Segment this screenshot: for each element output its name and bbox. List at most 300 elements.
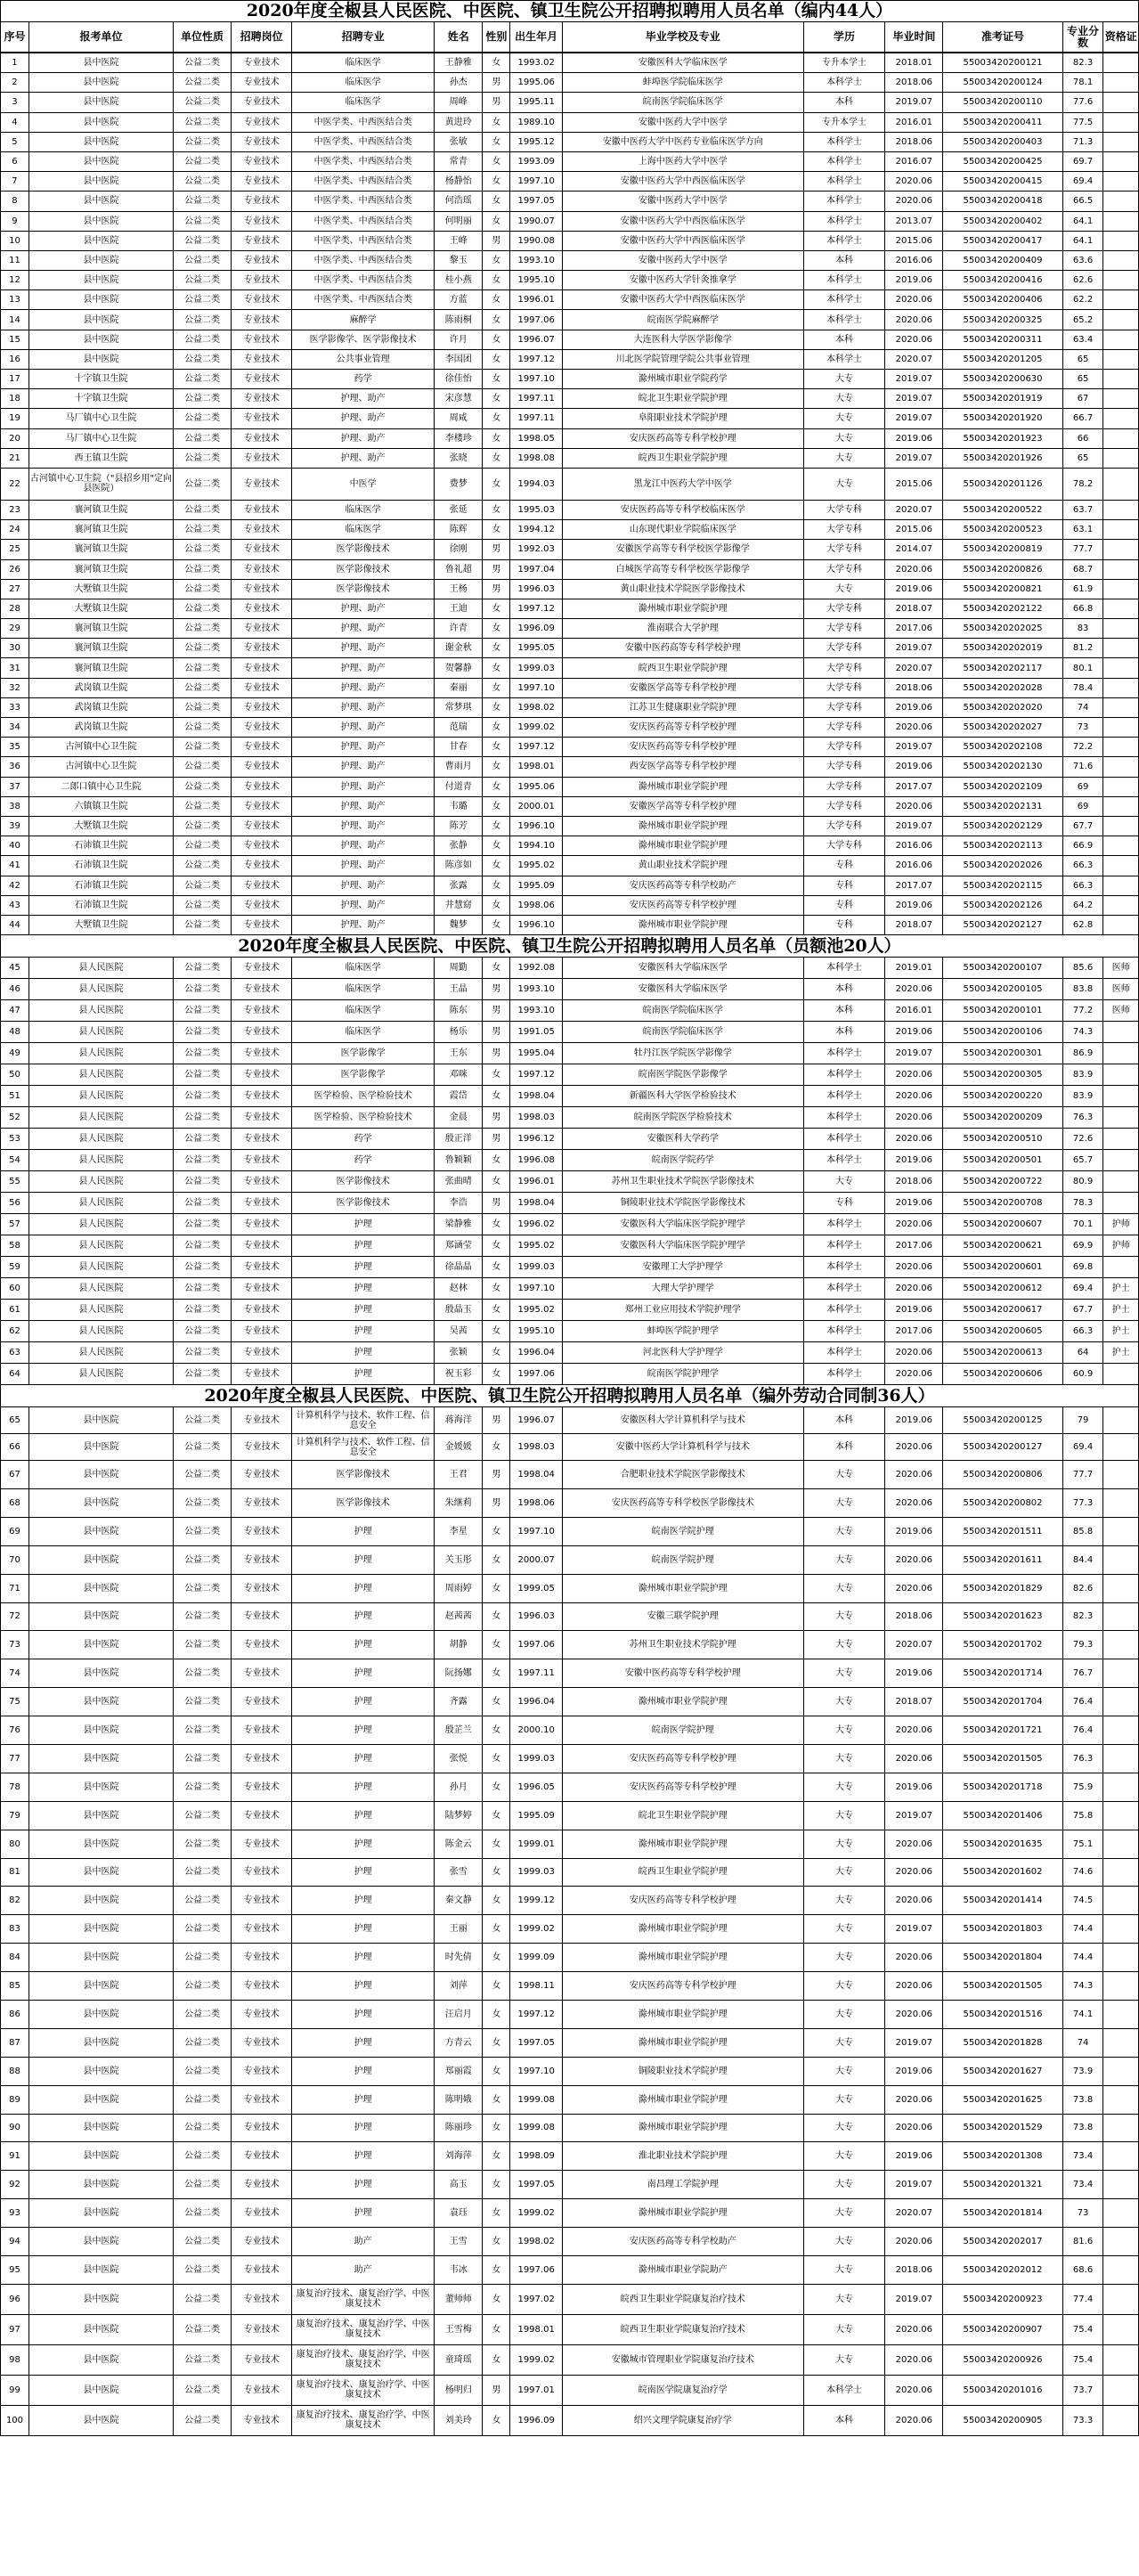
cell-12: 72.6 bbox=[1062, 1129, 1103, 1150]
cell-7: 1989.10 bbox=[510, 112, 563, 132]
cell-9: 专升本学士 bbox=[803, 53, 885, 73]
cell-9: 大专 bbox=[803, 2171, 885, 2199]
cell-11: 55003420201126 bbox=[943, 468, 1062, 500]
cell-4: 中医学类、中西医结合类 bbox=[292, 231, 435, 250]
cell-8: 河北医科大学护理学 bbox=[562, 1342, 803, 1364]
cell-6: 男 bbox=[483, 231, 510, 250]
cell-0: 37 bbox=[1, 777, 29, 796]
cell-2: 公益二类 bbox=[173, 1022, 231, 1043]
cell-3: 专业技术 bbox=[231, 1688, 291, 1716]
cell-8: 皖西卫生职业学院护理 bbox=[562, 1858, 803, 1887]
cell-9: 大专 bbox=[803, 1659, 885, 1688]
cell-10: 2020.06 bbox=[885, 2344, 943, 2375]
cell-12: 75.9 bbox=[1062, 1773, 1103, 1801]
cell-10: 2019.06 bbox=[885, 1193, 943, 1214]
cell-5: 井慧窈 bbox=[435, 895, 483, 915]
cell-11: 55003420200325 bbox=[943, 310, 1062, 330]
cell-13 bbox=[1103, 2199, 1139, 2228]
cell-8: 安徽医学高等专科学校医学影像学 bbox=[562, 540, 803, 559]
cell-6: 女 bbox=[483, 958, 510, 979]
cell-9: 大专 bbox=[803, 2000, 885, 2028]
cell-3: 专业技术 bbox=[231, 718, 291, 738]
cell-12: 76.4 bbox=[1062, 1688, 1103, 1716]
cell-9: 大专 bbox=[803, 1171, 885, 1193]
cell-7: 1997.02 bbox=[510, 2284, 563, 2314]
cell-2: 公益二类 bbox=[173, 816, 231, 836]
cell-10: 2020.06 bbox=[885, 1364, 943, 1385]
cell-10: 2020.06 bbox=[885, 1278, 943, 1300]
cell-7: 1997.12 bbox=[510, 738, 563, 757]
cell-5: 范瑞 bbox=[435, 718, 483, 738]
cell-4: 护理 bbox=[292, 1278, 435, 1300]
cell-6: 女 bbox=[483, 2256, 510, 2285]
cell-7: 1999.03 bbox=[510, 658, 563, 678]
table-row bbox=[1, 271, 1139, 290]
cell-1: 县中医院 bbox=[28, 132, 173, 151]
table-row bbox=[1, 1043, 1139, 1064]
table-row bbox=[1, 619, 1139, 639]
cell-6: 女 bbox=[483, 2085, 510, 2114]
cell-13 bbox=[1103, 500, 1139, 519]
cell-5: 刘海萍 bbox=[435, 2142, 483, 2171]
table-row bbox=[1, 2314, 1139, 2344]
table-row bbox=[1, 500, 1139, 519]
cell-0: 57 bbox=[1, 1214, 29, 1235]
cell-6: 女 bbox=[483, 349, 510, 369]
cell-12: 85.8 bbox=[1062, 1517, 1103, 1545]
cell-3: 专业技术 bbox=[231, 2199, 291, 2228]
cell-0: 88 bbox=[1, 2057, 29, 2085]
cell-12: 77.6 bbox=[1062, 93, 1103, 112]
cell-2: 公益二类 bbox=[173, 290, 231, 310]
cell-6: 女 bbox=[483, 250, 510, 270]
cell-12: 69 bbox=[1062, 777, 1103, 796]
cell-7: 1993.09 bbox=[510, 151, 563, 171]
cell-8: 滁州城市职业学院护理 bbox=[562, 2199, 803, 2228]
cell-6: 男 bbox=[483, 1193, 510, 1214]
cell-1: 县中医院 bbox=[28, 1801, 173, 1830]
cell-0: 5 bbox=[1, 132, 29, 151]
cell-2: 公益二类 bbox=[173, 1171, 231, 1193]
cell-4: 护理 bbox=[292, 1659, 435, 1688]
cell-1: 县中医院 bbox=[28, 1461, 173, 1489]
table-row bbox=[1, 2000, 1139, 2028]
cell-5: 秦丽 bbox=[435, 678, 483, 697]
cell-6: 女 bbox=[483, 1716, 510, 1745]
cell-11: 55003420200905 bbox=[943, 2405, 1062, 2435]
cell-5: 王君 bbox=[435, 1461, 483, 1489]
cell-10: 2019.07 bbox=[885, 2284, 943, 2314]
cell-8: 皖南医学院临床医学 bbox=[562, 1022, 803, 1043]
table-row bbox=[1, 250, 1139, 270]
cell-2: 公益二类 bbox=[173, 2171, 231, 2199]
cell-10: 2020.06 bbox=[885, 1086, 943, 1107]
cell-8: 安徽医科大学临床医学院护理学 bbox=[562, 1214, 803, 1235]
cell-4: 临床医学 bbox=[292, 979, 435, 1000]
cell-1: 县中医院 bbox=[28, 1659, 173, 1688]
cell-11: 55003420200722 bbox=[943, 1171, 1062, 1193]
cell-5: 费梦 bbox=[435, 468, 483, 500]
cell-9: 本科学士 bbox=[803, 1257, 885, 1278]
cell-8: 皖南医学院护理 bbox=[562, 1517, 803, 1545]
table-row bbox=[1, 1064, 1139, 1086]
cell-11: 55003420200819 bbox=[943, 540, 1062, 559]
cell-10: 2020.06 bbox=[885, 1342, 943, 1364]
cell-3: 专业技术 bbox=[231, 1574, 291, 1602]
cell-11: 55003420202019 bbox=[943, 639, 1062, 658]
cell-9: 大专 bbox=[803, 1801, 885, 1830]
cell-5: 宋彦慧 bbox=[435, 389, 483, 409]
cell-3: 专业技术 bbox=[231, 2171, 291, 2199]
cell-7: 1998.02 bbox=[510, 697, 563, 717]
cell-5: 甘春 bbox=[435, 738, 483, 757]
cell-11: 55003420200105 bbox=[943, 979, 1062, 1000]
cell-10: 2018.06 bbox=[885, 73, 943, 93]
cell-11: 55003420201828 bbox=[943, 2028, 1062, 2057]
cell-0: 10 bbox=[1, 231, 29, 250]
cell-2: 公益二类 bbox=[173, 639, 231, 658]
cell-3: 专业技术 bbox=[231, 93, 291, 112]
cell-11: 55003420200821 bbox=[943, 579, 1062, 599]
cell-13 bbox=[1103, 718, 1139, 738]
cell-0: 4 bbox=[1, 112, 29, 132]
cell-5: 许青 bbox=[435, 619, 483, 639]
cell-13 bbox=[1103, 1716, 1139, 1745]
cell-8: 皖南医学院医学影像学 bbox=[562, 1064, 803, 1086]
cell-12: 63.4 bbox=[1062, 330, 1103, 349]
cell-6: 女 bbox=[483, 678, 510, 697]
cell-12: 65 bbox=[1062, 448, 1103, 468]
cell-3: 专业技术 bbox=[231, 1193, 291, 1214]
cell-9: 本科学士 bbox=[803, 1235, 885, 1257]
cell-8: 安徽中医药高等专科学校护理 bbox=[562, 1659, 803, 1688]
cell-11: 55003420201406 bbox=[943, 1801, 1062, 1830]
cell-8: 滁州城市职业学院护理 bbox=[562, 2000, 803, 2028]
cell-10: 2019.07 bbox=[885, 2028, 943, 2057]
cell-6: 女 bbox=[483, 2028, 510, 2057]
cell-12: 66.9 bbox=[1062, 836, 1103, 856]
cell-11: 55003420200101 bbox=[943, 1000, 1062, 1022]
cell-1: 武岗镇卫生院 bbox=[28, 718, 173, 738]
cell-8: 皖北卫生职业学院护理 bbox=[562, 389, 803, 409]
cell-13: 医师 bbox=[1103, 979, 1139, 1000]
cell-12: 74.4 bbox=[1062, 1944, 1103, 1972]
cell-11: 55003420202017 bbox=[943, 2228, 1062, 2256]
cell-4: 医学影像技术 bbox=[292, 1461, 435, 1489]
cell-7: 1998.03 bbox=[510, 1434, 563, 1461]
table-row bbox=[1, 1773, 1139, 1801]
cell-1: 马厂镇中心卫生院 bbox=[28, 428, 173, 448]
table-row bbox=[1, 856, 1139, 876]
cell-9: 大专 bbox=[803, 2057, 885, 2085]
cell-13 bbox=[1103, 520, 1139, 540]
table-row bbox=[1, 1214, 1139, 1235]
cell-6: 女 bbox=[483, 2405, 510, 2435]
cell-4: 护理、助产 bbox=[292, 738, 435, 757]
cell-6: 女 bbox=[483, 2284, 510, 2314]
cell-0: 36 bbox=[1, 757, 29, 777]
cell-7: 1993.02 bbox=[510, 53, 563, 73]
cell-7: 1996.10 bbox=[510, 915, 563, 934]
cell-3: 专业技术 bbox=[231, 1858, 291, 1887]
cell-0: 33 bbox=[1, 697, 29, 717]
cell-0: 91 bbox=[1, 2142, 29, 2171]
cell-6: 男 bbox=[483, 1043, 510, 1064]
cell-12: 65.7 bbox=[1062, 1150, 1103, 1171]
cell-11: 55003420200124 bbox=[943, 73, 1062, 93]
table-row bbox=[1, 1086, 1139, 1107]
cell-7: 1995.10 bbox=[510, 271, 563, 290]
cell-2: 公益二类 bbox=[173, 1461, 231, 1489]
cell-8: 淮北职业技术学院护理 bbox=[562, 2142, 803, 2171]
cell-0: 26 bbox=[1, 559, 29, 579]
cell-11: 55003420200305 bbox=[943, 1064, 1062, 1086]
table-row bbox=[1, 876, 1139, 895]
cell-0: 46 bbox=[1, 979, 29, 1000]
cell-10: 2015.06 bbox=[885, 231, 943, 250]
cell-5: 张颖 bbox=[435, 1342, 483, 1364]
cell-8: 安徽医科大学临床医学院护理学 bbox=[562, 1235, 803, 1257]
cell-9: 大学专科 bbox=[803, 796, 885, 816]
cell-5: 王迪 bbox=[435, 599, 483, 618]
cell-13 bbox=[1103, 2171, 1139, 2199]
cell-13 bbox=[1103, 2284, 1139, 2314]
cell-5: 韦璐 bbox=[435, 796, 483, 816]
section-table-2 bbox=[0, 957, 1139, 1385]
cell-8: 黑龙江中医药大学中医学 bbox=[562, 468, 803, 500]
cell-11: 55003420201704 bbox=[943, 1688, 1062, 1716]
cell-2: 公益二类 bbox=[173, 2057, 231, 2085]
col-header: 出生年月 bbox=[510, 22, 563, 53]
cell-10: 2015.06 bbox=[885, 468, 943, 500]
cell-10: 2020.06 bbox=[885, 1107, 943, 1129]
cell-2: 公益二类 bbox=[173, 559, 231, 579]
cell-9: 本科学士 bbox=[803, 958, 885, 979]
cell-2: 公益二类 bbox=[173, 1434, 231, 1461]
cell-6: 女 bbox=[483, 330, 510, 349]
cell-4: 护理、助产 bbox=[292, 876, 435, 895]
cell-5: 刘美玲 bbox=[435, 2405, 483, 2435]
cell-0: 41 bbox=[1, 856, 29, 876]
cell-4: 护理 bbox=[292, 1364, 435, 1385]
cell-1: 县中医院 bbox=[28, 1773, 173, 1801]
cell-11: 55003420200607 bbox=[943, 1214, 1062, 1235]
cell-3: 专业技术 bbox=[231, 73, 291, 93]
cell-1: 县中医院 bbox=[28, 231, 173, 250]
cell-12: 64.1 bbox=[1062, 231, 1103, 250]
cell-0: 32 bbox=[1, 678, 29, 697]
cell-6: 女 bbox=[483, 856, 510, 876]
cell-4: 临床医学 bbox=[292, 520, 435, 540]
cell-9: 本科学士 bbox=[803, 132, 885, 151]
cell-0: 87 bbox=[1, 2028, 29, 2057]
table-row bbox=[1, 1129, 1139, 1150]
cell-9: 本科学士 bbox=[803, 2375, 885, 2405]
cell-2: 公益二类 bbox=[173, 151, 231, 171]
cell-12: 73.4 bbox=[1062, 2142, 1103, 2171]
cell-3: 专业技术 bbox=[231, 1064, 291, 1086]
cell-0: 51 bbox=[1, 1086, 29, 1107]
cell-1: 大墅镇卫生院 bbox=[28, 816, 173, 836]
table-row bbox=[1, 559, 1139, 579]
cell-4: 护理 bbox=[292, 2171, 435, 2199]
header-table bbox=[0, 21, 1139, 53]
cell-12: 73.9 bbox=[1062, 2057, 1103, 2085]
cell-2: 公益二类 bbox=[173, 876, 231, 895]
cell-7: 1990.07 bbox=[510, 211, 563, 231]
cell-8: 山东现代职业学院临床医学 bbox=[562, 520, 803, 540]
cell-2: 公益二类 bbox=[173, 619, 231, 639]
cell-4: 护理 bbox=[292, 1716, 435, 1745]
cell-7: 1993.10 bbox=[510, 979, 563, 1000]
cell-0: 42 bbox=[1, 876, 29, 895]
cell-1: 县人民医院 bbox=[28, 958, 173, 979]
cell-7: 1995.04 bbox=[510, 1043, 563, 1064]
cell-2: 公益二类 bbox=[173, 1887, 231, 1915]
cell-2: 公益二类 bbox=[173, 678, 231, 697]
cell-1: 石沛镇卫生院 bbox=[28, 876, 173, 895]
cell-6: 女 bbox=[483, 1887, 510, 1915]
cell-3: 专业技术 bbox=[231, 1830, 291, 1858]
cell-4: 麻醉学 bbox=[292, 310, 435, 330]
cell-13 bbox=[1103, 2057, 1139, 2085]
cell-10: 2013.07 bbox=[885, 211, 943, 231]
cell-10: 2020.06 bbox=[885, 2314, 943, 2344]
cell-7: 1996.08 bbox=[510, 1150, 563, 1171]
cell-12: 77.5 bbox=[1062, 112, 1103, 132]
cell-9: 本科学士 bbox=[803, 1321, 885, 1342]
cell-6: 女 bbox=[483, 520, 510, 540]
cell-4: 护理、助产 bbox=[292, 428, 435, 448]
cell-9: 本科学士 bbox=[803, 1043, 885, 1064]
cell-11: 55003420201205 bbox=[943, 349, 1062, 369]
cell-9: 本科学士 bbox=[803, 192, 885, 211]
cell-1: 县人民医院 bbox=[28, 1043, 173, 1064]
cell-2: 公益二类 bbox=[173, 2028, 231, 2057]
cell-11: 55003420202028 bbox=[943, 678, 1062, 697]
cell-2: 公益二类 bbox=[173, 112, 231, 132]
cell-13 bbox=[1103, 2114, 1139, 2142]
cell-7: 1996.03 bbox=[510, 1602, 563, 1631]
cell-4: 医学检验、医学检验技术 bbox=[292, 1107, 435, 1129]
cell-2: 公益二类 bbox=[173, 1716, 231, 1745]
cell-3: 专业技术 bbox=[231, 2028, 291, 2057]
cell-1: 县人民医院 bbox=[28, 1257, 173, 1278]
cell-0: 11 bbox=[1, 250, 29, 270]
cell-10: 2019.06 bbox=[885, 1659, 943, 1688]
cell-4: 护理、助产 bbox=[292, 777, 435, 796]
cell-8: 皖南医学院护理 bbox=[562, 1545, 803, 1574]
cell-1: 襄河镇卫生院 bbox=[28, 619, 173, 639]
cell-7: 1998.08 bbox=[510, 448, 563, 468]
cell-12: 78.2 bbox=[1062, 468, 1103, 500]
cell-9: 本科学士 bbox=[803, 1364, 885, 1385]
cell-2: 公益二类 bbox=[173, 409, 231, 428]
cell-5: 袁珏 bbox=[435, 2199, 483, 2228]
cell-2: 公益二类 bbox=[173, 53, 231, 73]
cell-1: 大墅镇卫生院 bbox=[28, 599, 173, 618]
cell-7: 1998.05 bbox=[510, 428, 563, 448]
cell-9: 大专 bbox=[803, 1744, 885, 1773]
cell-4: 护理、助产 bbox=[292, 389, 435, 409]
cell-11: 55003420201803 bbox=[943, 1915, 1062, 1944]
cell-10: 2020.06 bbox=[885, 2228, 943, 2256]
cell-3: 专业技术 bbox=[231, 1022, 291, 1043]
cell-12: 73 bbox=[1062, 718, 1103, 738]
cell-3: 专业技术 bbox=[231, 2142, 291, 2171]
cell-0: 69 bbox=[1, 1517, 29, 1545]
cell-12: 69.4 bbox=[1062, 172, 1103, 192]
cell-3: 专业技术 bbox=[231, 428, 291, 448]
cell-10: 2020.06 bbox=[885, 2405, 943, 2435]
cell-2: 公益二类 bbox=[173, 1602, 231, 1631]
cell-2: 公益二类 bbox=[173, 1214, 231, 1235]
cell-5: 周峰 bbox=[435, 93, 483, 112]
cell-13 bbox=[1103, 1107, 1139, 1129]
cell-4: 中医学类、中西医结合类 bbox=[292, 112, 435, 132]
cell-7: 1996.04 bbox=[510, 1342, 563, 1364]
cell-8: 皖南医学院临床医学 bbox=[562, 93, 803, 112]
cell-5: 陈辉 bbox=[435, 520, 483, 540]
cell-0: 48 bbox=[1, 1022, 29, 1043]
cell-0: 2 bbox=[1, 73, 29, 93]
cell-7: 1997.10 bbox=[510, 1517, 563, 1545]
cell-13 bbox=[1103, 1407, 1139, 1434]
cell-4: 护理 bbox=[292, 1545, 435, 1574]
cell-4: 护理、助产 bbox=[292, 409, 435, 428]
cell-0: 1 bbox=[1, 53, 29, 73]
cell-11: 55003420201611 bbox=[943, 1545, 1062, 1574]
cell-7: 1996.02 bbox=[510, 1214, 563, 1235]
cell-13 bbox=[1103, 172, 1139, 192]
cell-6: 女 bbox=[483, 53, 510, 73]
cell-4: 助产 bbox=[292, 2256, 435, 2285]
cell-10: 2020.06 bbox=[885, 979, 943, 1000]
cell-9: 大学专科 bbox=[803, 777, 885, 796]
cell-3: 专业技术 bbox=[231, 151, 291, 171]
cell-0: 68 bbox=[1, 1488, 29, 1517]
cell-13 bbox=[1103, 619, 1139, 639]
cell-2: 公益二类 bbox=[173, 915, 231, 934]
cell-4: 护理 bbox=[292, 2028, 435, 2057]
cell-1: 古河镇中心卫生院（"县招乡用"定向县医院） bbox=[28, 468, 173, 500]
cell-8: 安徽中医药大学中医学 bbox=[562, 192, 803, 211]
cell-10: 2019.07 bbox=[885, 816, 943, 836]
cell-3: 专业技术 bbox=[231, 389, 291, 409]
col-header: 学历 bbox=[803, 22, 885, 53]
cell-11: 55003420202122 bbox=[943, 599, 1062, 618]
cell-2: 公益二类 bbox=[173, 1364, 231, 1385]
cell-13 bbox=[1103, 468, 1139, 500]
cell-5: 胡静 bbox=[435, 1631, 483, 1659]
cell-9: 大专 bbox=[803, 1574, 885, 1602]
cell-9: 本科 bbox=[803, 1022, 885, 1043]
table-row bbox=[1, 1321, 1139, 1342]
cell-9: 本科学士 bbox=[803, 310, 885, 330]
cell-5: 殷正洋 bbox=[435, 1129, 483, 1150]
cell-0: 62 bbox=[1, 1321, 29, 1342]
cell-3: 专业技术 bbox=[231, 1545, 291, 1574]
cell-1: 县中医院 bbox=[28, 2000, 173, 2028]
cell-0: 38 bbox=[1, 796, 29, 816]
cell-4: 护理 bbox=[292, 1887, 435, 1915]
cell-5: 刘萍 bbox=[435, 1972, 483, 2001]
table-row bbox=[1, 211, 1139, 231]
cell-0: 60 bbox=[1, 1278, 29, 1300]
cell-2: 公益二类 bbox=[173, 231, 231, 250]
cell-5: 金晨 bbox=[435, 1107, 483, 1129]
cell-3: 专业技术 bbox=[231, 658, 291, 678]
